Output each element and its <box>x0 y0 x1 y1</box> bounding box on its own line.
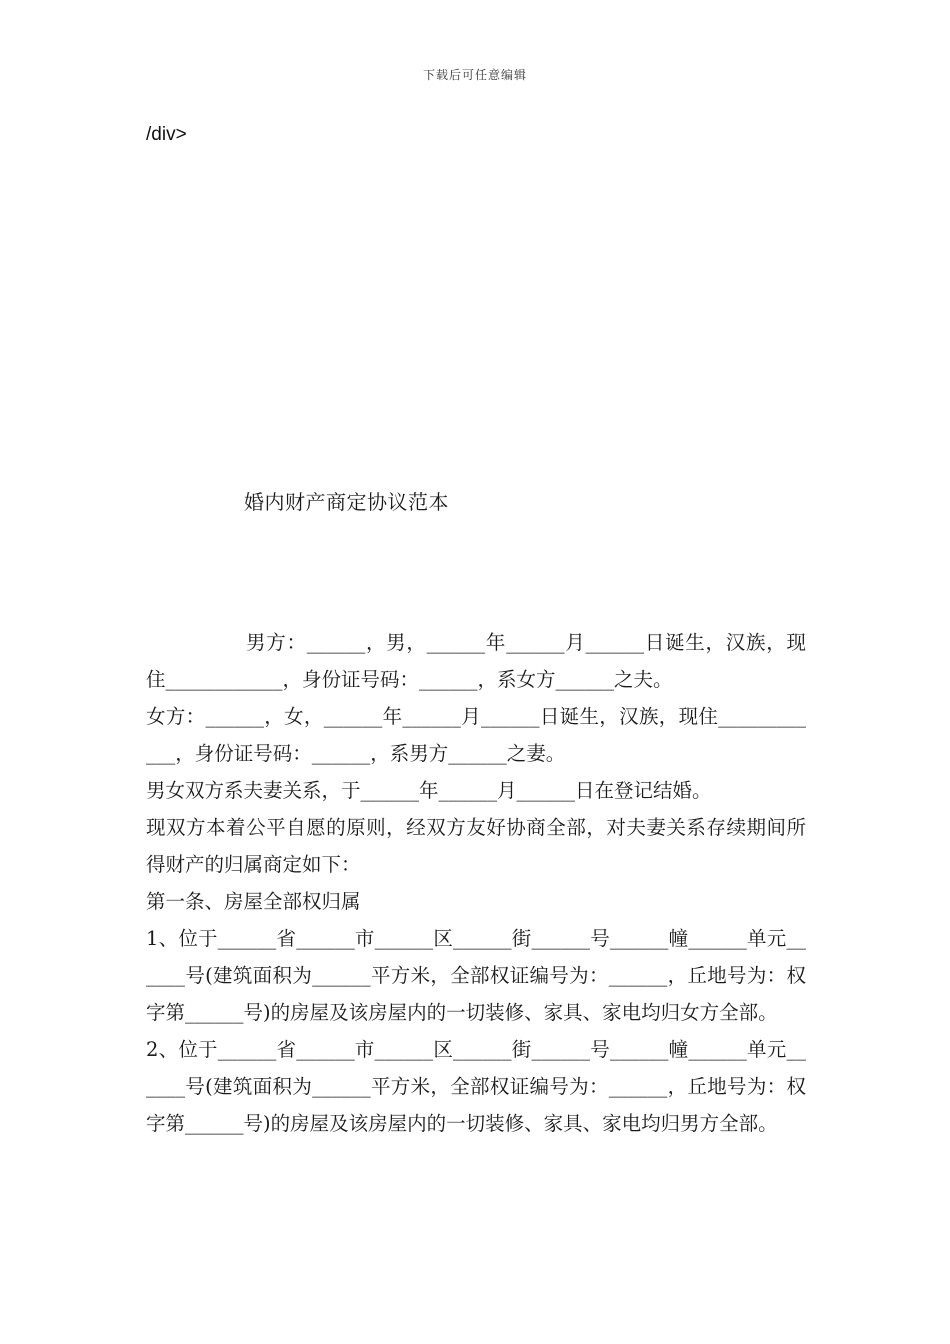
stray-markup-text: /div> <box>146 124 187 145</box>
article-one-heading: 第一条、房屋全部权归属 <box>146 890 361 913</box>
page-header-note: 下载后可任意编辑 <box>422 68 527 82</box>
clause-two-paragraph: 2、位于______省______市______区______街______号______幢______单元______号(建筑面积为______平方米，全部权证编号为：______，丘地号为：权字第______号)的房屋及该房屋内的一切装修、家具、家电均归男方全部。 <box>146 1038 806 1135</box>
document-title: 婚内财产商定协议范本 <box>244 490 449 514</box>
agreement-intro-paragraph: 现双方本着公平自愿的原则，经双方友好协商全部，对夫妻关系存续期间所得财产的归属商定如下： <box>146 816 806 876</box>
marriage-registration-paragraph: 男女双方系夫妻关系，于______年______月______日在登记结婚。 <box>146 779 712 802</box>
clause-one-paragraph: 1、位于______省______市______区______街______号______幢______单元______号(建筑面积为______平方米，全部权证编号为：______，丘地号为：权字第______号)的房屋及该房屋内的一切装修、家具、家电均归女方全部。 <box>146 927 806 1024</box>
document-body <box>146 624 806 1142</box>
wife-info-paragraph: 女方：______，女，______年______月______日诞生，汉族，现住____________，身份证号码：______，系男方______之妻。 <box>146 705 806 765</box>
husband-info-paragraph: 男方：______，男，______年______月______日诞生，汉族，现住____________，身份证号码：______，系女方______之夫。 <box>146 631 806 691</box>
